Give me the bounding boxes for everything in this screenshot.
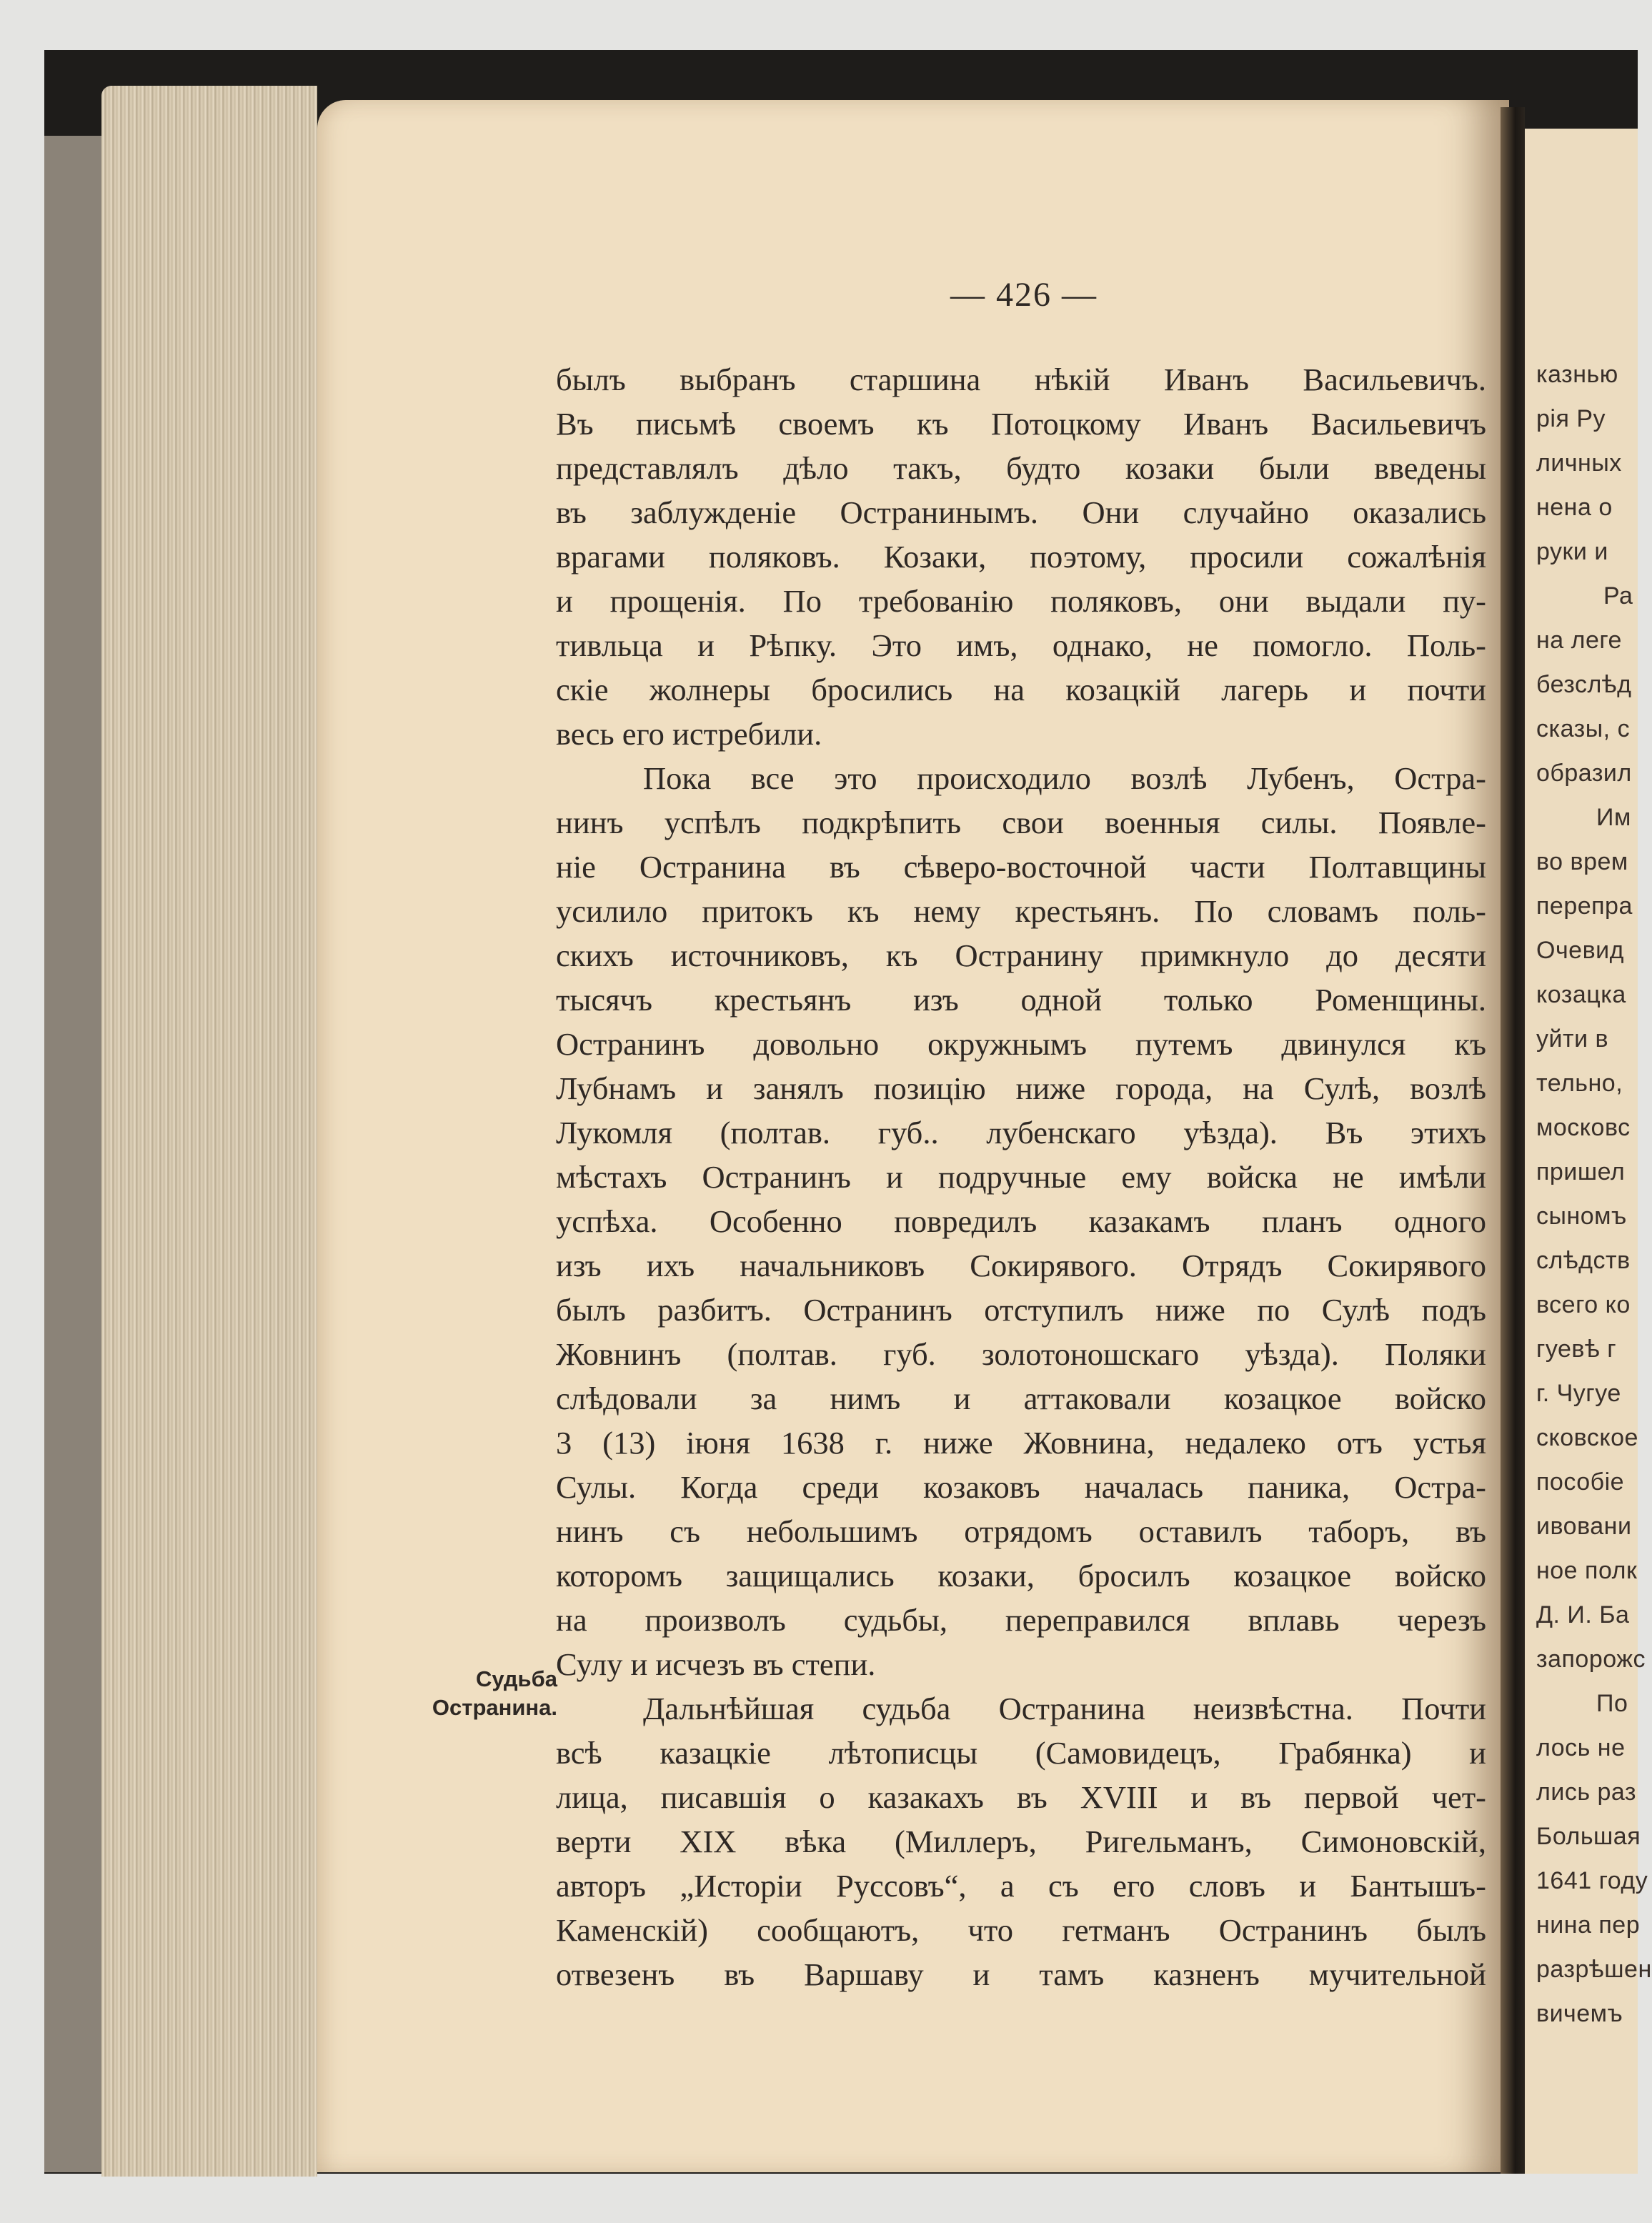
facing-page-line: По [1596,1690,1628,1717]
text-line: успѣха. Особенно повредилъ казакамъ планъ одного [556,1203,1486,1239]
text-line: Въ письмѣ своемъ къ Потоцкому Иванъ Васильевичъ [556,406,1486,442]
margin-note [429,1665,557,1722]
facing-page-line: Д. И. Ба [1536,1601,1630,1628]
facing-page-line: рія Ру [1536,405,1606,432]
text-line: тысячъ крестьянъ изъ одной только Роменщины. [556,982,1486,1018]
text-line: всѣ казацкіе лѣтописцы (Самовидецъ, Грабянка) и [556,1735,1486,1771]
facing-page-line: ивовани [1536,1513,1632,1540]
facing-page-line: лось не [1536,1734,1626,1761]
text-line: авторъ „Исторіи Руссовъ“, а съ его словъ и Бантышъ- [556,1868,1486,1904]
facing-page-line: нена о [1536,494,1613,521]
facing-page-line: лись раз [1536,1779,1637,1806]
text-line: скихъ источниковъ, къ Остранину примкнуло до десяти [556,938,1486,973]
facing-page-line: сказы, с [1536,715,1631,742]
facing-page-line: Им [1596,804,1631,831]
facing-page-line: во врем [1536,848,1628,875]
text-line: лица, писавшія о казакахъ въ XVIII и въ первой чет- [556,1779,1486,1815]
text-line: былъ разбитъ. Остранинъ отступилъ ниже по Сулѣ подъ [556,1292,1486,1328]
facing-page [1525,129,1652,2174]
facing-page-line: разрѣшен [1536,1956,1652,1983]
text-line: и прощенія. По требованію поляковъ, они выдали пу- [556,583,1486,619]
facing-page-line: всего ко [1536,1291,1631,1318]
text-line: слѣдовали за нимъ и аттаковали козацкое войско [556,1381,1486,1416]
text-line: Остранинъ довольно окружнымъ путемъ двинулся къ [556,1026,1486,1062]
facing-page-line: Ра [1603,582,1633,610]
facing-page-line: нина пер [1536,1911,1641,1939]
text-line: Каменскій) сообщаютъ, что гетманъ Остранинъ былъ [556,1912,1486,1948]
text-line: Сулу и исчезъ въ степи. [556,1646,876,1682]
text-line: скіе жолнеры бросились на козацкій лагерь и почти [556,672,1486,707]
facing-page-line: московс [1536,1114,1631,1141]
facing-page-line: Большая [1536,1823,1641,1850]
facing-page-line: 1641 году [1536,1867,1648,1894]
book-spine [1501,107,1525,2174]
text-line: 3 (13) іюня 1638 г. ниже Жовнина, недалеко отъ устья [556,1425,1486,1461]
facing-page-line: козацка [1536,981,1626,1008]
text-line: Сулы. Когда среди козаковъ началась паника, Остра- [556,1469,1486,1505]
book-cover-edge [44,136,101,2172]
text-line: мѣстахъ Остранинъ и подручные ему войска не имѣли [556,1159,1486,1195]
text-line: отвезенъ въ Варшаву и тамъ казненъ мучительной [556,1956,1486,1992]
margin-note-line: Остранина. [432,1695,557,1720]
facing-page-line: казнью [1536,361,1618,388]
facing-page-line: вичемъ [1536,2000,1623,2027]
text-line: врагами поляковъ. Козаки, поэтому, просили сожалѣнія [556,539,1486,575]
text-line: въ заблужденіе Остранинымъ. Они случайно оказались [556,494,1486,530]
page-edges [101,86,317,2177]
facing-page-line: руки и [1536,538,1608,565]
text-line: усилило притокъ къ нему крестьянъ. По словамъ поль- [556,893,1486,929]
text-line: нинъ съ небольшимъ отрядомъ оставилъ таборъ, въ [556,1513,1486,1549]
text-line: изъ ихъ начальниковъ Сокирявого. Отрядъ Сокирявого [556,1248,1486,1283]
facing-page-line: личных [1536,449,1622,477]
facing-page-line: образил [1536,760,1632,787]
facing-page-line: гуевѣ г [1536,1336,1617,1363]
text-line: Дальнѣйшая судьба Остранина неизвѣстна. Почти [643,1691,1486,1726]
text-line: которомъ защищались козаки, бросилъ козацкое войско [556,1558,1486,1593]
facing-page-line: пришел [1536,1158,1626,1185]
margin-note-line: Судьба [476,1666,557,1691]
facing-page-line: слѣдств [1536,1247,1631,1274]
page-number: — 426 — [950,276,1098,314]
text-line: тивльца и Рѣпку. Это имъ, однако, не помогло. Поль- [556,627,1486,663]
facing-page-line: уйти в [1536,1025,1609,1053]
text-line: Пока все это происходило возлѣ Лубенъ, Остра- [643,760,1486,796]
facing-page-line: на леге [1536,627,1622,654]
text-line: Лубнамъ и занялъ позицію ниже города, на Сулѣ, возлѣ [556,1070,1486,1106]
facing-page-line: Очевид [1536,937,1624,964]
text-line: весь его истребили. [556,716,822,752]
facing-page-line: сыномъ [1536,1203,1627,1230]
text-line: на произволъ судьбы, переправился вплавь черезъ [556,1602,1486,1638]
text-line: ніе Остранина въ сѣверо-восточной части Полтавщины [556,849,1486,885]
facing-page-line: г. Чугуе [1536,1380,1621,1407]
text-line: верти XIX вѣка (Миллеръ, Ригельманъ, Симоновскій, [556,1824,1486,1859]
facing-page-line: перепра [1536,892,1633,920]
text-line: нинъ успѣлъ подкрѣпить свои военныя силы. Появле- [556,805,1486,840]
facing-page-line: безслѣд [1536,671,1632,698]
text-line: представлялъ дѣло такъ, будто козаки были введены [556,450,1486,486]
facing-page-line: запорожс [1536,1646,1646,1673]
text-line: былъ выбранъ старшина нѣкій Иванъ Васильевичъ. [556,362,1486,397]
text-line: Лукомля (полтав. губ.. лубенскаго уѣзда). Въ этихъ [556,1115,1486,1150]
facing-page-line: тельно, [1536,1070,1623,1097]
facing-page-line: сковское [1536,1424,1638,1451]
facing-page-line: пособіе [1536,1468,1625,1496]
text-line: Жовнинъ (полтав. губ. золотоношскаго уѣзда). Поляки [556,1336,1486,1372]
facing-page-line: ное полк [1536,1557,1638,1584]
